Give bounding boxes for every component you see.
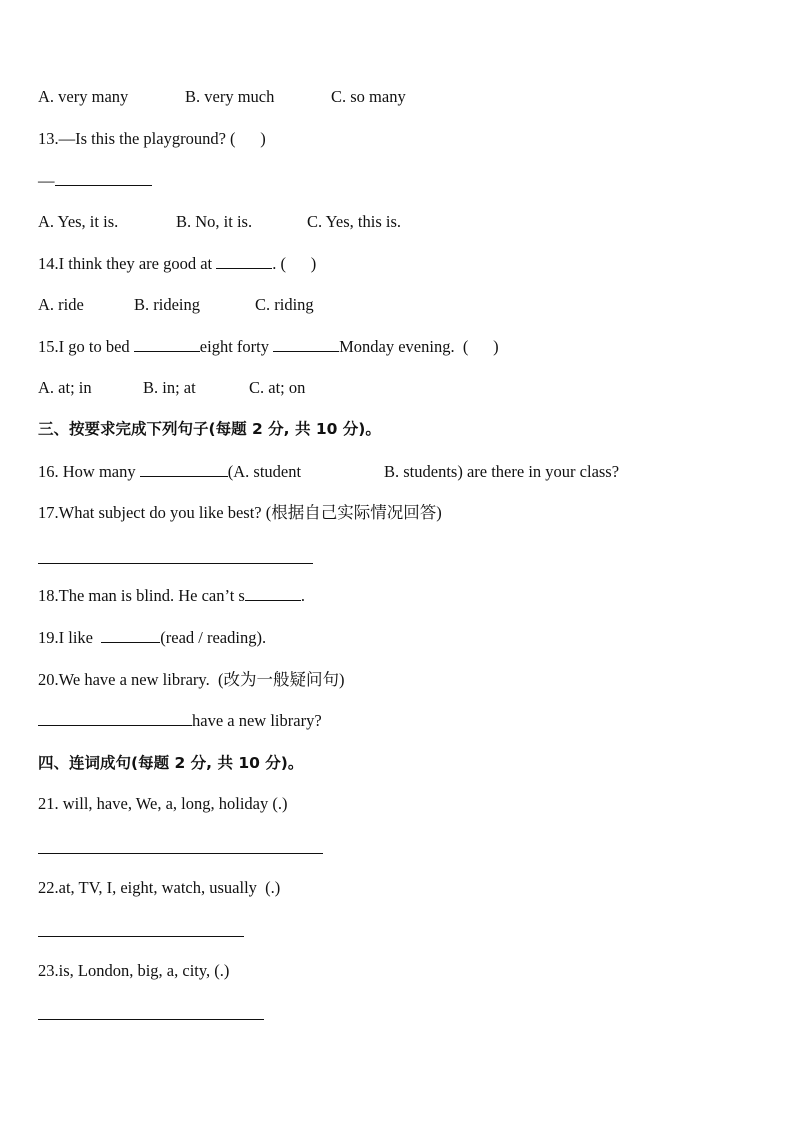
- q15-text-pre: 15.I go to bed: [38, 337, 134, 356]
- q14-option-c: C. riding: [255, 295, 314, 314]
- q15-question: [38, 336, 499, 358]
- q13-option-a: A. Yes, it is.: [38, 212, 119, 231]
- q12-option-a: A. very many: [38, 87, 129, 106]
- q13-question: 13.—Is this the playground? ( ): [38, 129, 266, 148]
- q13-answer-dash: —: [38, 171, 55, 190]
- q15-blank-2[interactable]: [273, 336, 339, 352]
- q14-question: [38, 253, 316, 275]
- q15-text-mid: eight forty: [199, 337, 274, 356]
- q15-option-a: A. at; in: [38, 378, 92, 397]
- q17-question: 17.What subject do you like best? (根据自己实际情况回答): [38, 503, 442, 522]
- q18-question: [38, 585, 305, 607]
- q21-answer-line[interactable]: [38, 853, 323, 854]
- section-3-heading: 三、按要求完成下列句子(每题 2 分, 共 10 分)。: [38, 420, 381, 438]
- q20-blank[interactable]: [38, 710, 192, 726]
- q20-question: 20.We have a new library. (改为一般疑问句): [38, 670, 345, 689]
- q22-question: 22.at, TV, I, eight, watch, usually (.): [38, 878, 281, 897]
- q23-answer-line[interactable]: [38, 1019, 264, 1020]
- q12-option-b: B. very much: [185, 87, 275, 106]
- q16-text-mid: (A. student: [227, 462, 302, 481]
- q13-answer-blank[interactable]: [55, 170, 152, 186]
- q22-answer-line[interactable]: [38, 936, 244, 937]
- q20-answer-line: [38, 710, 322, 732]
- q12-option-c: C. so many: [331, 87, 406, 106]
- q15-blank-1[interactable]: [134, 336, 200, 352]
- q16-text-post: B. students) are there in your class?: [384, 462, 620, 481]
- q14-text-post: . ( ): [272, 254, 317, 273]
- q15-option-c: C. at; on: [249, 378, 306, 397]
- q21-question: 21. will, have, We, a, long, holiday (.): [38, 794, 288, 813]
- q14-option-b: B. rideing: [134, 295, 200, 314]
- q18-text-pre: 18.The man is blind. He can’t s: [38, 586, 245, 605]
- q16-blank[interactable]: [140, 461, 228, 477]
- q19-question: [38, 627, 266, 649]
- q16-text-pre: 16. How many: [38, 462, 140, 481]
- q19-blank[interactable]: [101, 627, 160, 643]
- q16-question: [38, 461, 301, 483]
- q23-question: 23.is, London, big, a, city, (.): [38, 961, 230, 980]
- q14-blank[interactable]: [216, 253, 272, 269]
- q18-text-post: .: [300, 586, 305, 605]
- q13-option-c: C. Yes, this is.: [307, 212, 401, 231]
- q17-answer-line[interactable]: [38, 563, 313, 564]
- q14-option-a: A. ride: [38, 295, 84, 314]
- q15-text-post: Monday evening. ( ): [339, 337, 499, 356]
- q18-blank[interactable]: [245, 585, 301, 601]
- q15-option-b: B. in; at: [143, 378, 196, 397]
- q14-text-pre: 14.I think they are good at: [38, 254, 217, 273]
- q19-text-pre: 19.I like: [38, 628, 102, 647]
- section-4-heading: 四、连词成句(每题 2 分, 共 10 分)。: [38, 754, 304, 772]
- q13-answer-line: [38, 170, 152, 192]
- q19-text-post: (read / reading).: [160, 628, 267, 647]
- q20-answer-post: have a new library?: [192, 711, 322, 730]
- q13-option-b: B. No, it is.: [176, 212, 253, 231]
